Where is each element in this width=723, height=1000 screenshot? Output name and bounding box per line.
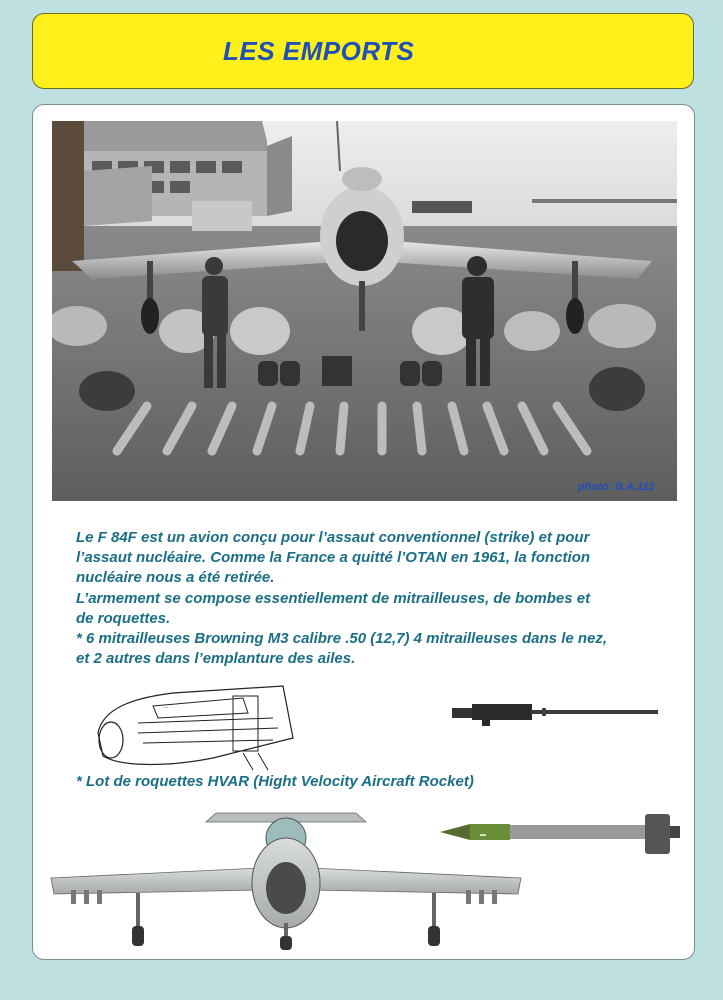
text-line: de roquettes. bbox=[76, 609, 171, 627]
text-line: et 2 autres dans l’emplanture des ailes. bbox=[76, 650, 356, 668]
text-line: l’assaut nucléaire. Comme la France a quitté l’OTAN en 1961, la fonction bbox=[76, 549, 591, 567]
machine-gun-illustration bbox=[452, 700, 660, 735]
text-line: * 6 mitrailleuses Browning M3 calibre .50 (12,7) 4 mitrailleuses dans le nez, bbox=[76, 630, 608, 648]
svg-text:▬: ▬ bbox=[480, 832, 486, 838]
svg-text:...: ... bbox=[163, 704, 169, 710]
photo-credit: photo: B.A.112 bbox=[578, 481, 655, 493]
page-title: LES EMPORTS bbox=[223, 36, 415, 66]
photo-illustration bbox=[52, 121, 677, 501]
nose-guns-drawing bbox=[93, 678, 303, 778]
aircraft-armament-photo bbox=[52, 121, 677, 501]
text-line: L’armement se compose essentiellement de mitrailleuses, de bombes et bbox=[76, 589, 591, 607]
description-text bbox=[76, 528, 696, 669]
aircraft-front-view-drawing bbox=[46, 798, 526, 958]
text-line: nucléaire nous a été retirée. bbox=[76, 569, 275, 587]
hvar-caption: * Lot de roquettes HVAR (Hight Velocity Aircraft Rocket) bbox=[76, 773, 474, 790]
title-banner bbox=[32, 13, 694, 89]
text-line: Le F 84F est un avion conçu pour l’assaut conventionnel (strike) et pour bbox=[76, 529, 590, 546]
